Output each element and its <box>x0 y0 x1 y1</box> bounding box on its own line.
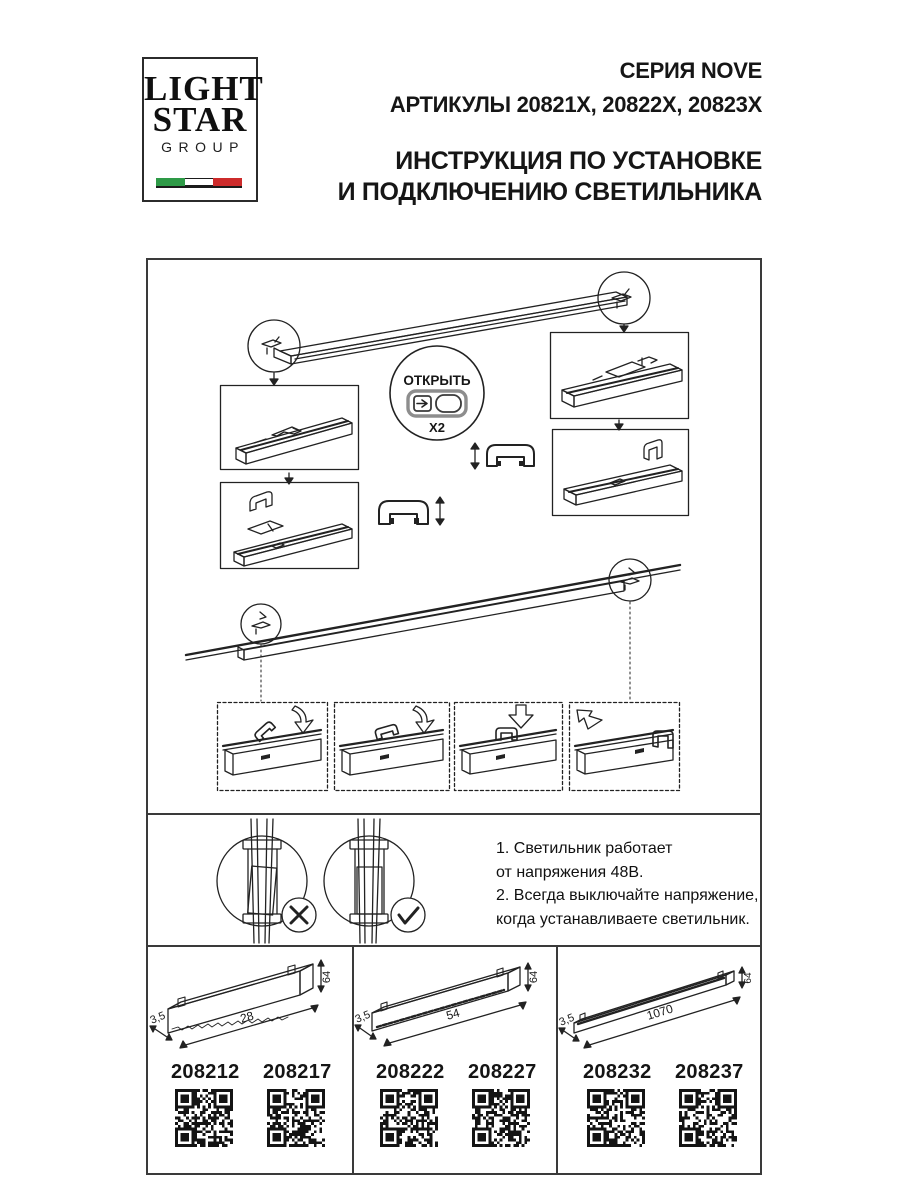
up-down-arrow-icon <box>436 497 444 525</box>
svg-text:64: 64 <box>321 970 333 984</box>
product-drawing-28 <box>148 947 352 1059</box>
logo-word-star: STAR <box>152 100 248 139</box>
dim-height <box>739 967 754 988</box>
open-count: X2 <box>429 420 445 435</box>
qr-code <box>380 1089 438 1147</box>
dim-height <box>318 960 333 992</box>
svg-text:1070: 1070 <box>645 1001 675 1023</box>
cross-icon <box>282 898 316 932</box>
svg-text:3,5: 3,5 <box>354 1008 373 1026</box>
lightstar-logo <box>142 57 264 202</box>
dim-length <box>384 1002 526 1046</box>
articles-line: АРТИКУЛЫ 20821Х, 20822Х, 20823Х <box>389 92 762 117</box>
flag-green <box>156 178 185 186</box>
connector-wrong-illustration <box>217 819 316 943</box>
document-title-block <box>338 58 762 208</box>
articles-row <box>558 1061 766 1147</box>
svg-text:3,5: 3,5 <box>148 1009 168 1027</box>
svg-text:3,5: 3,5 <box>558 1011 577 1029</box>
flag-red <box>213 178 242 186</box>
clip-updown-icon-right <box>471 443 534 469</box>
dim-depth <box>558 1012 579 1041</box>
press-arrow-icon <box>292 706 313 733</box>
article-number: 208227 <box>468 1061 537 1083</box>
step-box-3 <box>455 703 563 791</box>
track-rail-top <box>274 292 627 364</box>
note-line: когда устанавливаете светильник. <box>496 910 750 928</box>
detail-box-clip-exploded <box>221 483 359 569</box>
mounting-diagram <box>148 260 764 813</box>
safety-notes <box>496 837 762 931</box>
qr-code <box>267 1089 325 1147</box>
svg-text:28: 28 <box>238 1008 256 1026</box>
qr-code <box>679 1089 737 1147</box>
product-column-3 <box>556 947 766 1173</box>
article-block <box>675 1061 744 1147</box>
connector-right-illustration <box>324 819 425 943</box>
italian-flag-bar <box>156 178 242 188</box>
articles-row <box>148 1061 352 1147</box>
article-block <box>468 1061 537 1147</box>
product-column-1 <box>148 947 352 1173</box>
article-block <box>583 1061 652 1147</box>
product-column-2 <box>352 947 556 1173</box>
product-drawing-1070 <box>558 947 766 1059</box>
series-title: СЕРИЯ NOVE <box>619 58 762 83</box>
note-line: 1. Светильник работает <box>496 840 673 857</box>
qr-code <box>175 1089 233 1147</box>
instruction-sheet <box>146 258 762 1175</box>
qr-code <box>472 1089 530 1147</box>
articles-row <box>354 1061 556 1147</box>
open-label: ОТКРЫТЬ <box>403 373 471 388</box>
qr-code <box>587 1089 645 1147</box>
article-number: 208222 <box>376 1061 445 1083</box>
article-number: 208232 <box>583 1061 652 1083</box>
dim-height <box>525 963 540 991</box>
up-down-arrow-icon <box>471 443 479 469</box>
article-number: 208237 <box>675 1061 744 1083</box>
instruction-title-line1: ИНСТРУКЦИЯ ПО УСТАНОВКЕ <box>395 147 762 175</box>
arrow-right-icon <box>417 400 427 407</box>
detail-box-clip-slide <box>221 386 359 470</box>
clip-callout-left <box>241 604 281 644</box>
products-panel <box>148 945 760 1173</box>
clip-callout-right <box>609 559 651 601</box>
svg-text:64: 64 <box>743 972 754 984</box>
instruction-title-line2: И ПОДКЛЮЧЕНИЮ СВЕТИЛЬНИКА <box>337 178 762 206</box>
article-block <box>263 1061 332 1147</box>
mounting-diagram-panel <box>148 260 760 813</box>
article-number: 208212 <box>171 1061 240 1083</box>
check-icon <box>391 898 425 932</box>
open-slider-badge <box>390 346 484 440</box>
press-arrow-icon <box>577 710 602 729</box>
detail-box-clip-inserted <box>551 333 689 419</box>
rail-end-callout-right <box>598 272 650 332</box>
note-line: от напряжения 48В. <box>496 863 644 881</box>
flag-white <box>185 178 214 186</box>
step-box-4 <box>570 703 680 791</box>
step-box-2 <box>335 703 450 791</box>
press-arrow-icon <box>413 706 434 733</box>
article-block <box>171 1061 240 1147</box>
step-box-1 <box>218 703 328 791</box>
note-line: 2. Всегда выключайте напряжение, <box>496 887 759 904</box>
clip-updown-icon-left <box>379 497 444 525</box>
product-drawing-54 <box>354 947 558 1059</box>
logo-word-group: GROUP <box>161 139 245 155</box>
logo-word-light: LIGHT <box>144 69 264 108</box>
detail-box-clip-removed <box>553 430 689 516</box>
svg-text:54: 54 <box>444 1005 462 1023</box>
warning-panel <box>148 813 760 945</box>
press-arrow-icon <box>509 705 533 728</box>
article-block <box>376 1061 445 1147</box>
svg-text:64: 64 <box>528 970 540 984</box>
article-number: 208217 <box>263 1061 332 1083</box>
